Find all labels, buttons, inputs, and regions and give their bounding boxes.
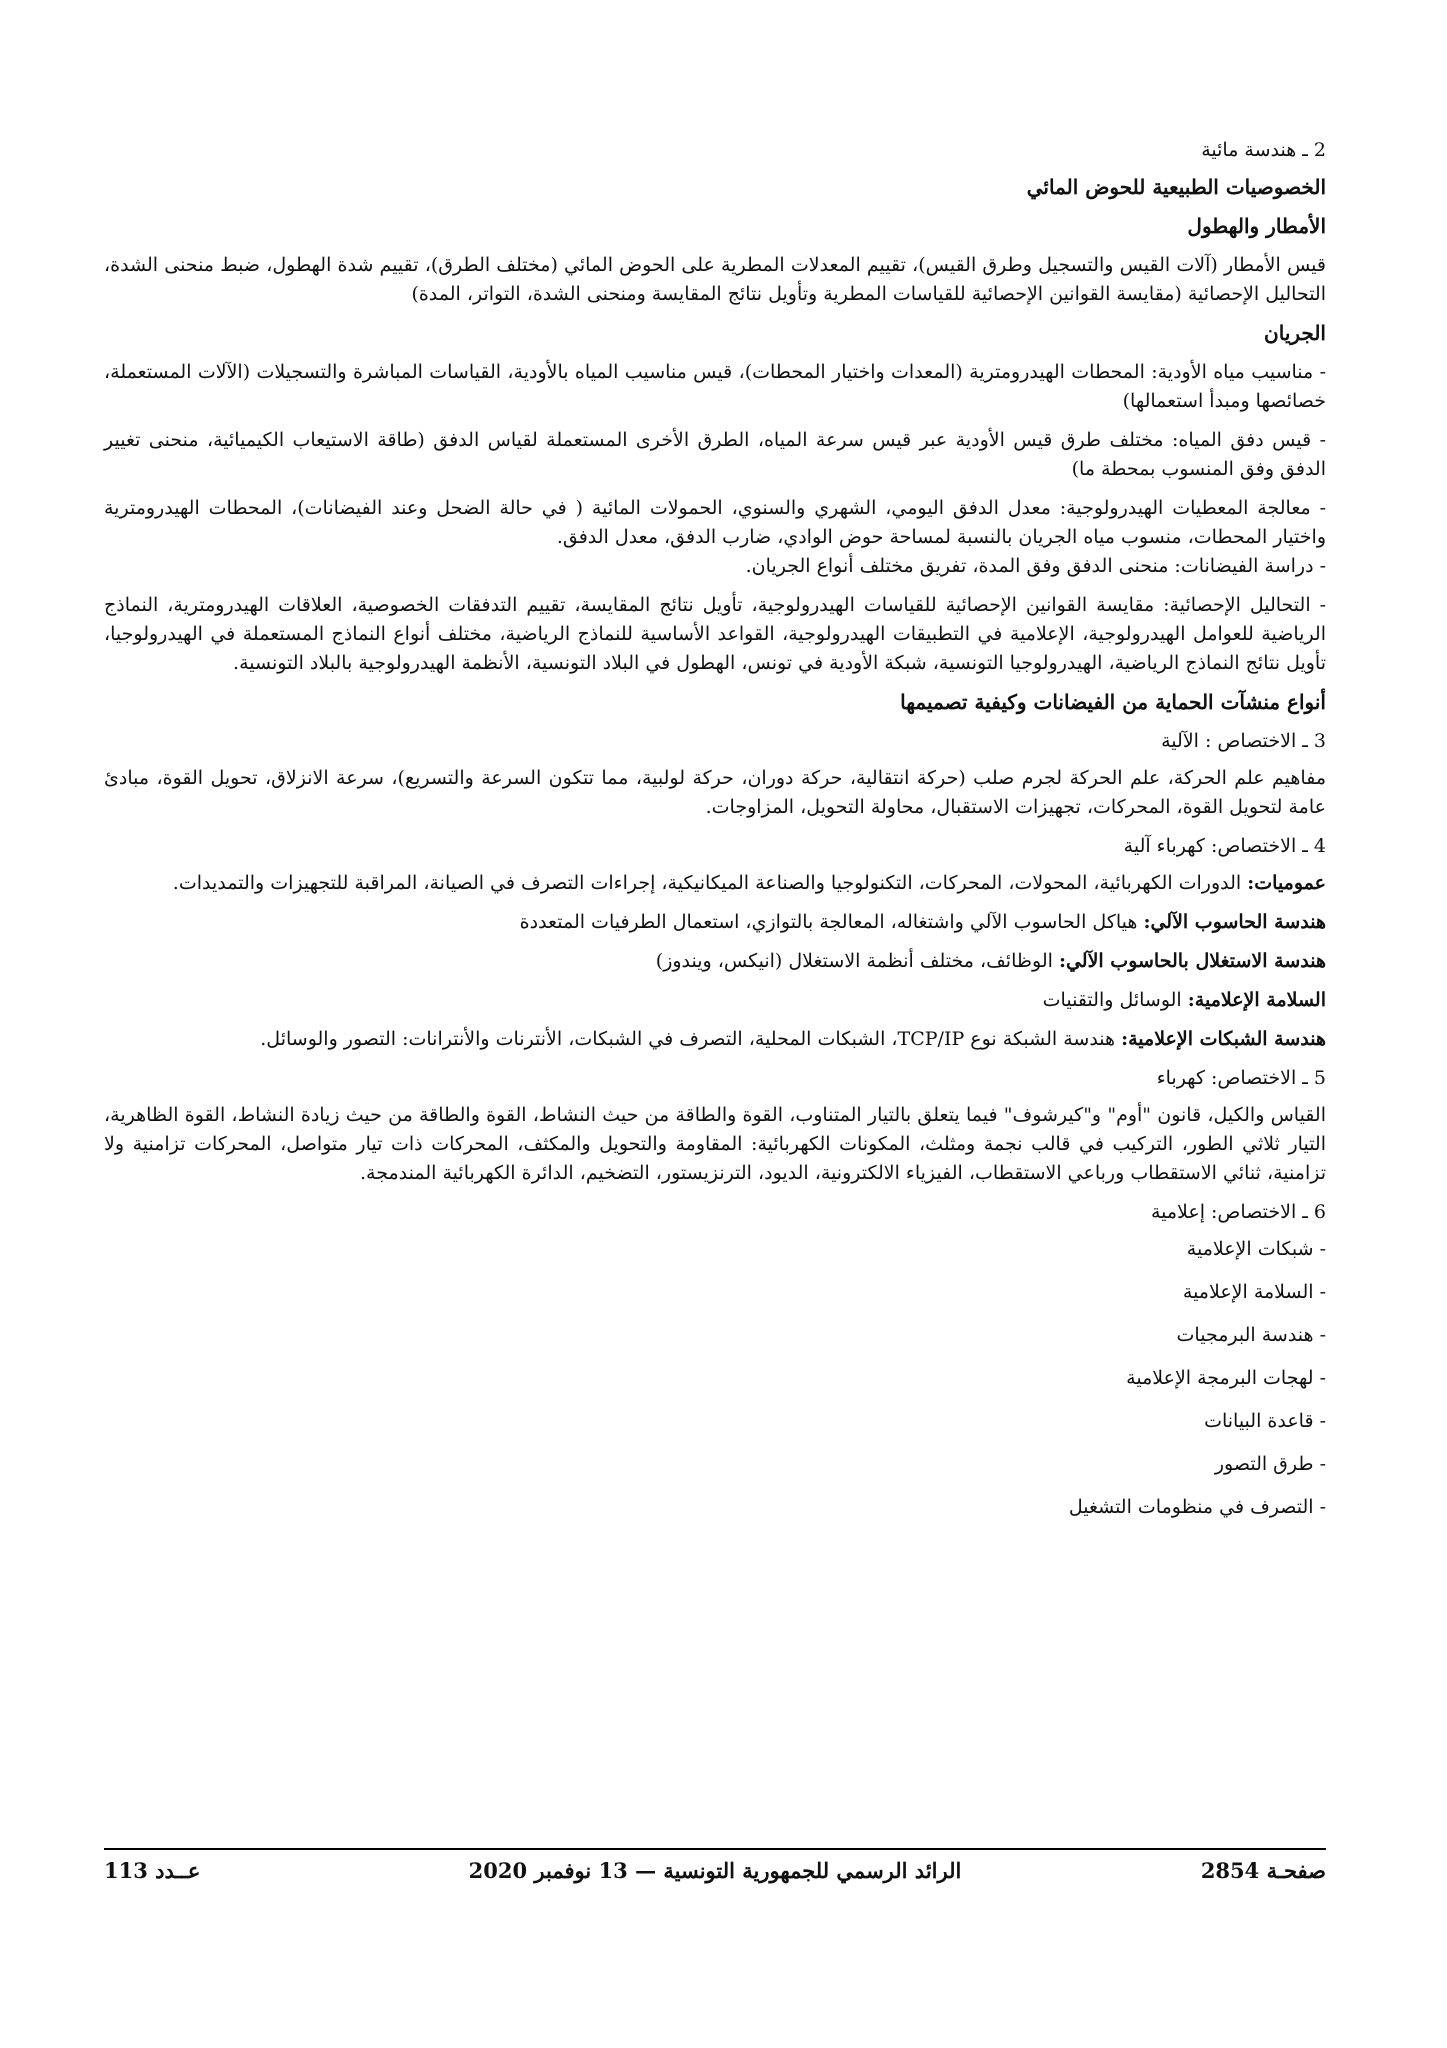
section-6-list xyxy=(104,1235,1326,1522)
flow-paragraph-processing: - معالجة المعطيات الهيدرولوجية: معدل الدفق اليومي، الشهري والسنوي، الحمولات المائية ( في حالة الضحل وعند الفيضانات)، المحطات الهيدرومترية واختيار المحطات، منسوب مياه الجريان بالنسبة لمساحة حوض الوادي، ضارب الدفق، معدل الدفق. xyxy=(104,497,1326,548)
flow-paragraph-floods: - دراسة الفيضانات: منحنى الدفق وفق المدة، تفريق مختلف أنواع الجريان. xyxy=(745,555,1326,577)
footer-rule xyxy=(104,1848,1326,1850)
section-3-heading: 3 ـ الاختصاص : الآلية xyxy=(1161,730,1326,752)
flow-paragraph-discharge: - قيس دفق المياه: مختلف طرق قيس الأودية عبر قيس سرعة المياه، الطرق الأخرى المستعملة لقياس الدفق (طاقة الاستيعاب الكيميائية، منحنى تغيير الدفق وفق المنسوب بمحطة ما) xyxy=(104,429,1326,480)
s4-item-operating-systems xyxy=(104,947,1326,976)
list-item: - قاعدة البيانات xyxy=(1204,1410,1326,1432)
section-5-heading: 5 ـ الاختصاص: كهرباء xyxy=(1156,1067,1326,1089)
list-item: - التصرف في منظومات التشغيل xyxy=(1068,1496,1326,1518)
page-footer xyxy=(104,1858,1326,1892)
flow-paragraph-statistics: - التحاليل الإحصائية: مقايسة القوانين الإحصائية للقياسات الهيدرولوجية، تأويل نتائج المقايسة، تقييم التدفقات الخصوصية، العلاقات الهيدرومترية، النماذج الرياضية للعوامل الهيدرولوجية، الإعلامية في التطبيقات الهيدرولوجية، القواعد الأساسية للنماذج الرياضية، مختلف أنواع النماذج المستعملة في الهيدرولوجيا، تأويل نتائج النماذج الرياضية، الهيدرولوجيا التونسية، شبكة الأودية في تونس، الهطول في البلاد التونسية، الأنظمة الهيدرولوجية بالبلاد التونسية. xyxy=(104,594,1326,674)
section-4-heading: 4 ـ الاختصاص: كهرباء آلية xyxy=(1123,835,1326,857)
flow-heading: الجريان xyxy=(1264,321,1326,345)
protection-heading: أنواع منشآت الحماية من الفيضانات وكيفية تصميمها xyxy=(900,690,1326,714)
footer-page-number: صفحـة 2854 xyxy=(1200,1858,1326,1883)
section-3-paragraph: مفاهيم علم الحركة، علم الحركة لجرم صلب (حركة انتقالية، حركة دوران، حركة لولبية، مما تتكون السرعة والتسريع)، سرعة الانزلاق، تحويل القوة، مبادئ عامة لتحويل القوة، المحركات، تجهيزات الاستقبال، محاولة التحويل، المزاوجات. xyxy=(104,767,1326,818)
s4-item-text: الدورات الكهربائية، المحولات، المحركات، التكنولوجيا والصناعة الميكانيكية، إجراءات التصرف في الصيانة، المراقبة للتجهيزات والتمديدات. xyxy=(172,872,1248,894)
section-2-heading: 2 ـ هندسة مائية xyxy=(1201,139,1326,161)
list-item: - لهجات البرمجة الإعلامية xyxy=(1126,1367,1326,1389)
s4-item-label: عموميات: xyxy=(1247,872,1326,894)
basin-heading: الخصوصيات الطبيعية للحوض المائي xyxy=(1026,175,1326,199)
footer-title: الرائد الرسمي للجمهورية التونسية — 13 نوفمبر 2020 xyxy=(468,1858,962,1883)
s4-item-label: السلامة الإعلامية: xyxy=(1187,989,1326,1011)
s4-item-text: هندسة الشبكة نوع TCP/IP، الشبكات المحلية، التصرف في الشبكات، الأنترنات والأنترانات: التصور والوسائل. xyxy=(260,1028,1122,1050)
list-item: - هندسة البرمجيات xyxy=(1176,1324,1326,1346)
s4-item-label: هندسة الحاسوب الآلي: xyxy=(1143,911,1326,933)
list-item: - شبكات الإعلامية xyxy=(1186,1238,1326,1260)
flow-paragraph-levels: - مناسيب مياه الأودية: المحطات الهيدرومترية (المعدات واختيار المحطات)، قيس مناسيب المياه بالأودية، القياسات المباشرة والتسجيلات (الآلات المستعملة، خصائصها ومبدأ استعمالها) xyxy=(104,361,1326,412)
s4-item-networks xyxy=(104,1025,1326,1054)
rain-heading: الأمطار والهطول xyxy=(1187,214,1326,238)
list-item: - طرق التصور xyxy=(1214,1453,1326,1475)
s4-item-label: هندسة الاستغلال بالحاسوب الآلي: xyxy=(1058,950,1326,972)
document-body xyxy=(104,136,1326,1536)
s4-item-security xyxy=(104,986,1326,1015)
s4-item-text: الوسائل والتقنيات xyxy=(1042,989,1188,1011)
section-5-paragraph: القياس والكيل، قانون "أوم" و"كيرشوف" فيما يتعلق بالتيار المتناوب، القوة والطاقة من حيث النشاط، القوة والطاقة من حيث زيادة النشاط، القوة الظاهرية، التيار ثلاثي الطور، التركيب في قالب نجمة ومثلث، المكونات الكهربائية: المقاومة والتحويل والمكثف، المحركات ذات تيار متواصل، المحركات تزامنية ولا تزامنية، ثنائي الاستقطاب ورباعي الاستقطاب، الفيزياء الالكترونية، الديود، الترنزيستور، التضخيم، الدائرة الكهربائية المندمجة. xyxy=(104,1104,1326,1184)
s4-item-text: هياكل الحاسوب الآلي واشتغاله، المعالجة بالتوازي، استعمال الطرفيات المتعددة xyxy=(519,911,1144,933)
section-6-heading: 6 ـ الاختصاص: إعلامية xyxy=(1150,1201,1326,1223)
footer-issue-number: عــدد 113 xyxy=(104,1858,201,1883)
s4-item-general xyxy=(104,869,1326,898)
s4-item-label: هندسة الشبكات الإعلامية: xyxy=(1121,1028,1326,1050)
list-item: - السلامة الإعلامية xyxy=(1182,1281,1326,1303)
s4-item-computer-engineering xyxy=(104,908,1326,937)
s4-item-text: الوظائف، مختلف أنظمة الاستغلال (انيكس، ويندوز) xyxy=(655,950,1059,972)
rain-paragraph: قيس الأمطار (آلات القيس والتسجيل وطرق القيس)، تقييم المعدلات المطرية على الحوض المائي (مختلف الطرق)، تقييم شدة الهطول، ضبط منحنى الشدة، التحاليل الإحصائية (مقايسة القوانين الإحصائية للقياسات المطرية وتأويل نتائج المقايسة ومنحنى الشدة، التواتر، المدة) xyxy=(104,254,1326,305)
